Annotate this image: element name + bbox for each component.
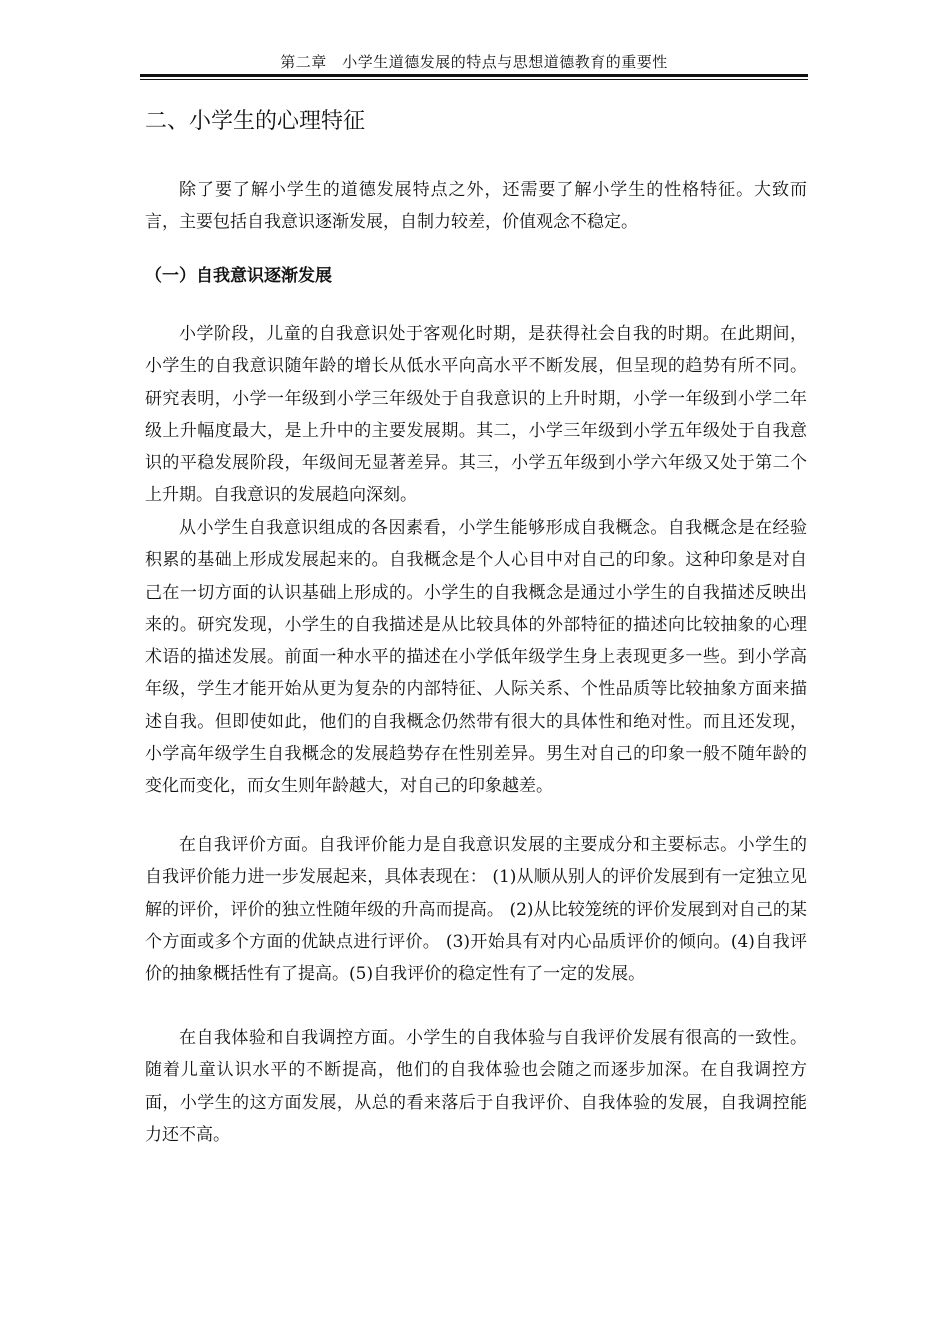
body-paragraph: 在自我体验和自我调控方面。小学生的自我体验与自我评价发展有很高的一致性。随着儿童认识水平的不断提高，他们的自我体验也会随之而逐步加深。在自我调控方面，小学生的这方面发展，从总的看来落后于自我评价、自我体验的发展，自我调控能力还不高。 [145,1028,807,1145]
body-paragraph: 在自我评价方面。自我评价能力是自我意识发展的主要成分和主要标志。小学生的自我评价能力进一步发展起来，具体表现在： (1)从顺从别人的评价发展到有一定独立见解的评价，评价的独立性随年级的升高而提高。 (2)从比较笼统的评价发展到对自己的某个方面或多个方面的优缺点进行评价。 (3)开始具有对内心品质评价的倾向。(4)自我评价的抽象概括性有了提高。(5)自我评价的稳定性有了一定的发展。 [145,835,807,985]
header-rule-thick [140,74,808,77]
intro-paragraph: 除了要了解小学生的道德发展特点之外，还需要了解小学生的性格特征。大致而言，主要包括自我意识逐渐发展，自制力较差，价值观念不稳定。 [145,180,807,233]
header-rule-thin [140,79,808,80]
section-title: 二、小学生的心理特征 [145,109,366,134]
body-paragraph: 小学阶段，儿童的自我意识处于客观化时期，是获得社会自我的时期。在此期间，小学生的自我意识随年龄的增长从低水平向高水平不断发展，但呈现的趋势有所不同。研究表明，小学一年级到小学三年级处于自我意识的上升时期，小学一年级到小学二年级上升幅度最大，是上升中的主要发展期。其二，小学三年级到小学五年级处于自我意识的平稳发展阶段，年级间无显著差异。其三，小学五年级到小学六年级又处于第二个上升期。自我意识的发展趋向深刻。 [145,324,807,506]
running-header: 第二章 小学生道德发展的特点与思想道德教育的重要性 [280,53,668,71]
subsection-heading: （一）自我意识逐渐发展 [145,266,332,286]
body-paragraph: 从小学生自我意识组成的各因素看，小学生能够形成自我概念。自我概念是在经验积累的基础上形成发展起来的。自我概念是个人心目中对自己的印象。这种印象是对自己在一切方面的认识基础上形成的。小学生的自我概念是通过小学生的自我描述反映出来的。研究发现，小学生的自我描述是从比较具体的外部特征的描述向比较抽象的心理术语的描述发展。前面一种水平的描述在小学低年级学生身上表现更多一些。到小学高年级，学生才能开始从更为复杂的内部特征、人际关系、个性品质等比较抽象方面来描述自我。但即使如此，他们的自我概念仍然带有很大的具体性和绝对性。而且还发现，小学高年级学生自我概念的发展趋势存在性别差异。男生对自己的印象一般不随年龄的变化而变化，而女生则年龄越大，对自己的印象越差。 [145,518,807,797]
